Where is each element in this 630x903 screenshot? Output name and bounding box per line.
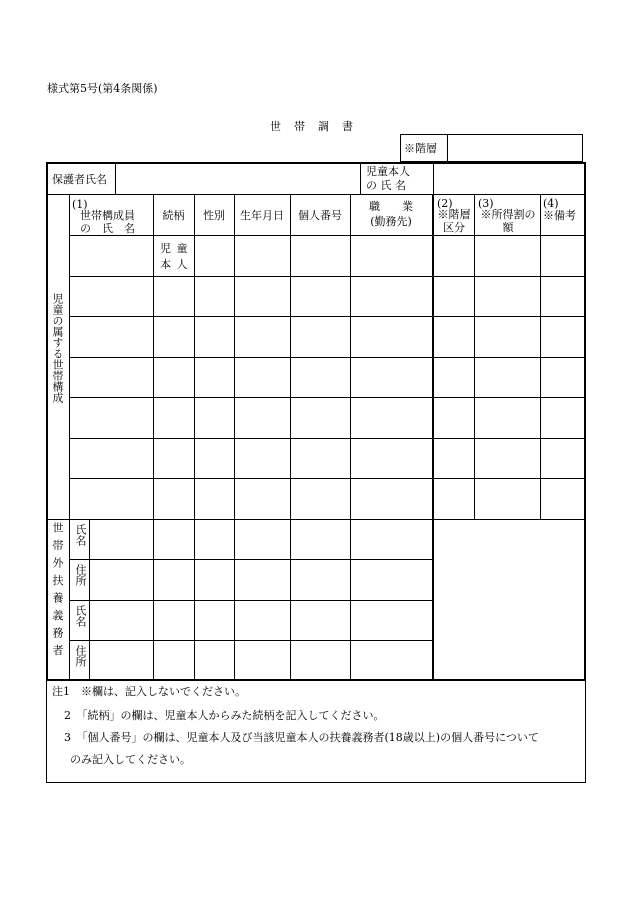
note-1: 注1 ※欄は、記入しないでください。 [52,685,246,698]
note-2: 2 「続柄」の欄は、児童本人からみた続柄を記入してください。 [64,709,385,722]
header-occupation: 職 業 (勤務先) [369,200,413,228]
ext-address-label-1: 住所 [74,564,87,586]
header-sex: 性別 [203,209,225,222]
header-relation: 続柄 [162,209,185,222]
header-birth: 生年月日 [240,209,284,222]
header-remarks: ※備考 [543,209,576,222]
ext-name-label-2: 氏名 [74,605,87,627]
header-income-num: (3) [478,197,494,210]
ext-address-label-2: 住所 [74,645,87,667]
document-title: 世 帯 調 書 [270,120,354,133]
header-member-name: 世帯構成員 の 氏 名 [80,209,135,235]
guardian-name-label: 保護者氏名 [52,173,107,186]
side-label-household: 児童の属する世帯構成 [51,293,64,403]
header-member-num: (1) [72,198,88,211]
strata-label: ※階層 [404,142,437,155]
header-strata: ※階層 区分 [437,208,471,234]
form-code: 様式第5号(第4条関係) [47,82,158,95]
ext-name-label-1: 氏名 [74,524,87,546]
header-income: ※所得割の 額 [480,208,536,234]
note-3-cont: のみ記入してください。 [70,753,191,766]
header-strata-num: (2) [437,197,453,210]
header-id-number: 個人番号 [298,209,342,222]
side-label-external: 世帯外扶養義務者 [51,522,64,662]
child-self-label: 児 童 本 人 [160,242,189,271]
note-3: 3 「個人番号」の欄は、児童本人及び当該児童本人の扶養義務者(18歳以上)の個人番号について [64,731,539,744]
header-remarks-num: (4) [543,197,559,210]
child-name-label: 児童本人 の 氏 名 [366,165,410,192]
